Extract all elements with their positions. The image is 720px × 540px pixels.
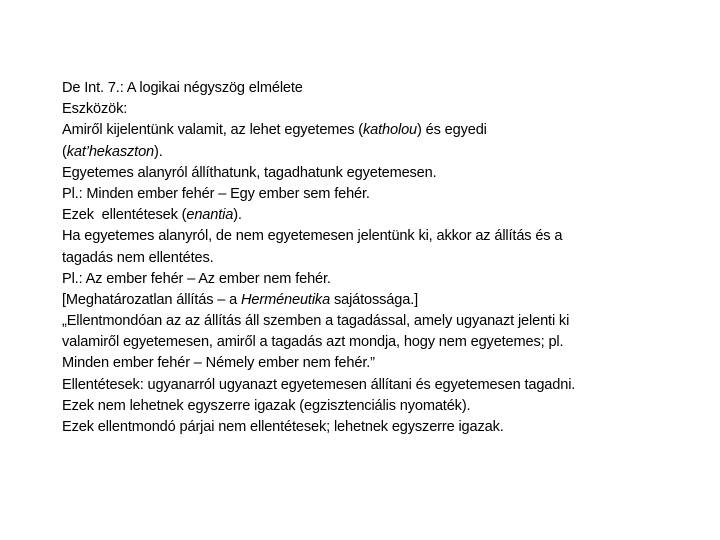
text-line [62, 417, 575, 438]
text: Ellentétesek: ugyanarról ugyanazt egyetemesen állítani és egyetemesen tagadni. [62, 376, 576, 393]
text-line [62, 99, 575, 120]
text: De Int. 7.: A logikai négyszög elmélete [62, 80, 303, 96]
text: valamiről egyetemesen, amiről a tagadás azt mondja, hogy nem egyetemes; pl. [62, 334, 564, 351]
text-line [62, 184, 575, 205]
text: tagadás nem ellentétes. [62, 249, 214, 266]
italic-term: Herméneutika [241, 291, 331, 308]
text: „Ellentmondóan az az állítás áll szemben a tagadással, amely ugyanazt jelenti ki [62, 313, 570, 330]
text-line [62, 375, 575, 396]
text-line [62, 205, 575, 226]
text: Pl.: Az ember fehér – Az ember nem fehér. [62, 270, 331, 287]
text-line [62, 269, 575, 290]
text: ). [233, 207, 242, 224]
title-line [62, 78, 575, 99]
text: Ezek ellentmondó párjai nem ellentétesek; lehetnek egyszerre igazak. [62, 419, 504, 435]
text-line [62, 226, 575, 247]
italic-term: katholou [363, 122, 418, 139]
text: Ha egyetemes alanyról, de nem egyetemesen jelentünk ki, akkor az állítás és a [62, 228, 563, 245]
italic-term: enantia [186, 207, 234, 224]
text: Ezek nem lehetnek egyszerre igazak (egzisztenciális nyomaték). [62, 397, 471, 414]
text: Pl.: Minden ember fehér – Egy ember sem fehér. [62, 185, 370, 202]
text-line [62, 248, 575, 269]
text: Amiről kijelentünk valamit, az lehet egyetemes ( [62, 122, 364, 139]
text: [Meghatározatlan állítás – a [62, 291, 241, 308]
slide-body-text [62, 78, 575, 438]
text: Ezek ellentétesek ( [62, 207, 187, 224]
text-line [62, 142, 575, 163]
text-line [62, 290, 575, 311]
text-line [62, 163, 575, 184]
text-line [62, 396, 575, 417]
text: ) és egyedi [417, 122, 487, 139]
text: ( [62, 143, 67, 160]
text-line [62, 120, 575, 141]
text: Minden ember fehér – Némely ember nem fehér.” [62, 355, 375, 372]
text: Egyetemes alanyról állíthatunk, tagadhatunk egyetemesen. [62, 164, 437, 181]
italic-term: kat’hekaszton [66, 143, 155, 160]
text-line [62, 353, 575, 374]
text-line [62, 311, 575, 332]
text: Eszközök: [62, 101, 128, 118]
text: sajátossága.] [330, 291, 419, 308]
text-line [62, 332, 575, 353]
text: ). [154, 143, 163, 160]
